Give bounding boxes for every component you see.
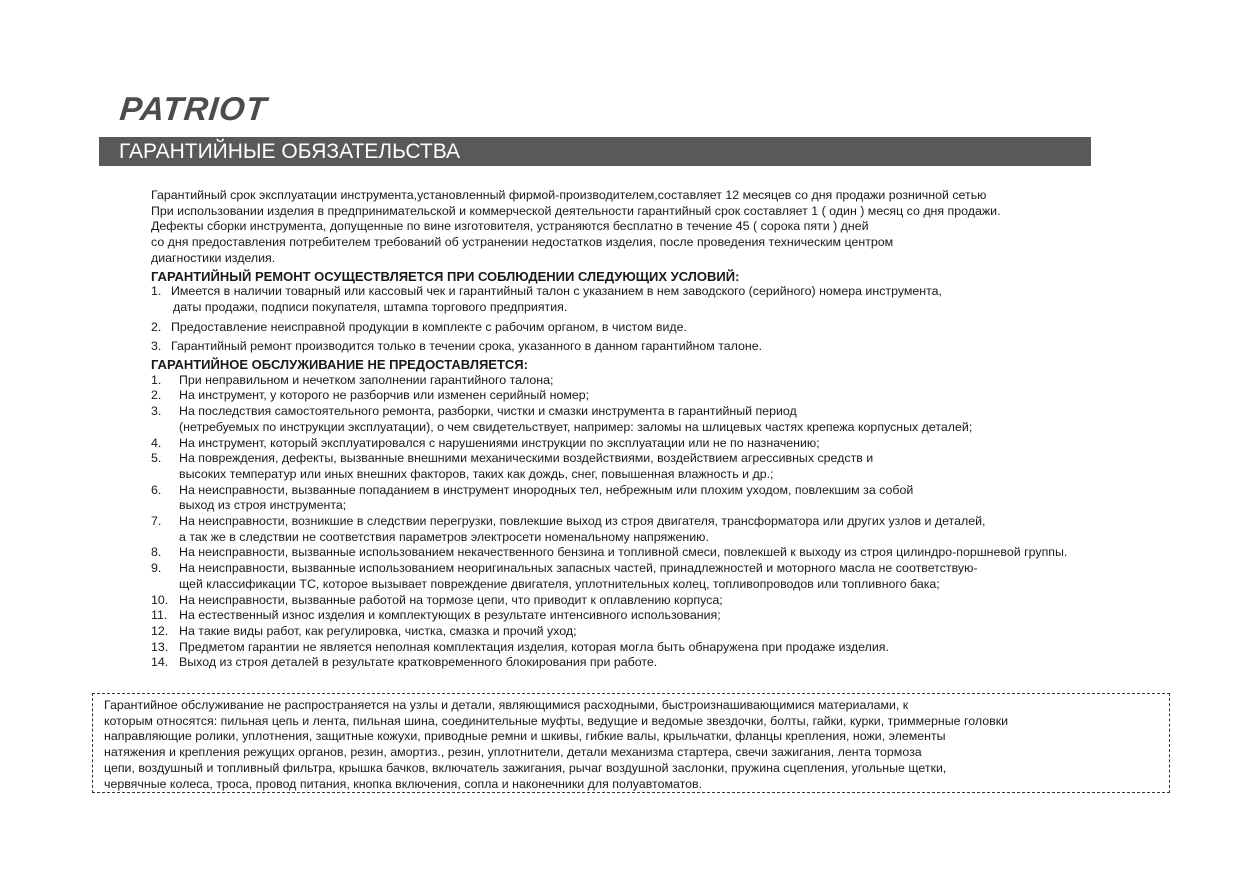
list-item: [151, 514, 1221, 545]
list-item: [151, 608, 1221, 624]
list-item: [151, 640, 1221, 656]
list-item: [151, 624, 1221, 640]
item-number: 14.: [151, 655, 169, 670]
warranty-content: [151, 188, 1221, 671]
intro-line: При использовании изделия в предпринимательской и коммерческой деятельности гарантийный срок составляет 1 ( один ) месяц со дня продажи.: [151, 203, 1001, 218]
item-text: На неисправности, возникшие в следствии перегрузки, повлекшие выход из строя двигателя, трансформатора или других узлов и деталей,: [179, 514, 986, 529]
item-number: 12.: [151, 623, 169, 638]
item-text: На последствия самостоятельного ремонта, разборки, чистки и смазки инструмента в гарантийный период: [179, 404, 797, 419]
item-text: (нетребуемых по инструкции эксплуатации), о чем свидетельствует, например: заломы на шлицевых частях крепежа корпусных деталей;: [179, 419, 973, 434]
item-text: Выход из строя деталей в результате кратковременного блокирования при работе.: [179, 655, 658, 670]
item-number: 2.: [151, 388, 162, 403]
list-item: [151, 545, 1221, 561]
conditions-title: ГАРАНТИЙНЫЙ РЕМОНТ ОСУЩЕСТВЛЯЕТСЯ ПРИ СОБЛЮДЕНИИ СЛЕДУЮЩИХ УСЛОВИЙ:: [151, 268, 740, 284]
item-text: На неисправности, вызванные использованием неоригинальных запасных частей, принадлежностей и моторного масла не соответствую-: [179, 561, 978, 576]
note-line: цепи, воздушный и топливный фильтра, крышка бачков, включатель зажигания, рычаг воздушной заслонки, пружина сцепления, угольные щетки,: [104, 760, 947, 775]
list-item: [151, 320, 1221, 336]
intro-line: Гарантийный срок эксплуатации инструмента,установленный фирмой-производителем,составляет 12 месяцев со дня продажи розничной сетью: [151, 188, 987, 202]
item-number: 5.: [151, 451, 162, 466]
item-text: высоких температур или иных внешних факторов, таких как дождь, снег, повышенная влажность и др.;: [179, 466, 774, 481]
intro-line: Дефекты сборки инструмента, допущенные по вине изготовителя, устраняются бесплатно в течение 45 ( сорока пяти ) дней: [151, 219, 869, 234]
note-line: Гарантийное обслуживание не распространяется на узлы и детали, являющимися расходными, быстроизнашивающимися материалами, к: [104, 698, 909, 712]
page-title: ГАРАНТИЙНЫЕ ОБЯЗАТЕЛЬСТВА: [119, 140, 461, 163]
item-text: На инструмент, у которого не разборчив или изменен серийный номер;: [179, 388, 590, 403]
item-text: На неисправности, вызванные работой на тормозе цепи, что приводит к оплавлению корпуса;: [179, 592, 723, 607]
item-text: а так же в следствии не соответствия параметров электросети номенальному напряжению.: [179, 529, 709, 544]
item-number: 1.: [151, 372, 162, 387]
item-number: 3.: [151, 339, 162, 354]
list-item: [151, 388, 1221, 404]
note-line: червячные колеса, троса, провод питания, кнопка включения, сопла и наконечники для полуавтоматов.: [104, 776, 703, 791]
item-text: При неправильном и нечетком заполнении гарантийного талона;: [179, 372, 554, 387]
item-text: На инструмент, который эксплуатировался с нарушениями инструкции по эксплуатации или не по назначению;: [179, 435, 820, 450]
item-number: 6.: [151, 482, 162, 497]
item-text: щей классификации ТС, которое вызывает повреждение двигателя, уплотнительных колец, топливопроводов или топливного бака;: [179, 576, 940, 591]
item-text: Имеется в наличии товарный или кассовый чек и гарантийный талон с указанием в нем заводского (серийного) номера инструмента,: [171, 284, 943, 299]
item-number: 7.: [151, 514, 162, 529]
item-number: 2.: [151, 319, 162, 334]
consumables-note: [92, 693, 1170, 793]
item-text: На неисправности, вызванные использованием некачественного бензина и топливной смеси, повлекшей к выходу из строя цилиндро-поршневой группы.: [179, 545, 1068, 560]
note-line: натяжения и крепления режущих органов, резин, амортиз., резин, уплотнители, детали механизма стартера, свечи зажигания, лента тормоза: [104, 745, 922, 760]
patriot-logo: PATRIOT: [118, 90, 269, 127]
exclusions-list: [151, 373, 1221, 671]
item-text: На такие виды работ, как регулировка, чистка, смазка и прочий уход;: [179, 623, 577, 638]
list-item: [151, 404, 1221, 435]
conditions-list: [151, 284, 1221, 355]
list-item: [151, 339, 1221, 355]
note-line: которым относятся: пильная цепь и лента, пильная шина, соединительные муфты, ведущие и ведомые звездочки, болты, гайки, курки, триммерные головки: [104, 713, 1009, 728]
list-item: [151, 593, 1221, 609]
list-item: [151, 451, 1221, 482]
item-number: 4.: [151, 435, 162, 450]
list-item: [151, 436, 1221, 452]
item-text: На неисправности, вызванные попаданием в инструмент инородных тел, небрежным или плохим уходом, повлекшим за собой: [179, 482, 914, 497]
note-line: направляющие ролики, уплотнения, защитные кожухи, приводные ремни и шкивы, гибкие валы, крыльчатки, фланцы крепления, ножи, элементы: [104, 729, 946, 744]
item-text: На естественный износ изделия и комплектующих в результате интенсивного использования;: [179, 608, 721, 623]
header-bar: [99, 137, 1091, 166]
item-number: 8.: [151, 545, 162, 560]
item-number: 1.: [151, 284, 162, 299]
list-item: [151, 284, 1221, 315]
intro-line: диагностики изделия.: [151, 250, 276, 265]
item-text: Гарантийный ремонт производится только в течении срока, указанного в данном гарантийном талоне.: [171, 339, 763, 354]
list-item: [151, 561, 1221, 592]
item-text: выход из строя инструмента;: [179, 498, 347, 513]
item-number: 13.: [151, 639, 169, 654]
item-number: 11.: [151, 608, 168, 623]
item-text: Предметом гарантии не является неполная комплектация изделия, которая могла быть обнаружена при продаже изделия.: [179, 639, 889, 654]
item-text: даты продажи, подписи покупателя, штампа торгового предприятия.: [173, 299, 568, 314]
item-number: 3.: [151, 404, 162, 419]
list-item: [151, 483, 1221, 514]
list-item: [151, 655, 1221, 671]
intro-text: [151, 188, 1221, 267]
item-number: 10.: [151, 592, 169, 607]
exclusions-title: ГАРАНТИЙНОЕ ОБСЛУЖИВАНИЕ НЕ ПРЕДОСТАВЛЯЕТСЯ:: [151, 357, 528, 373]
intro-line: со дня предоставления потребителем требований об устранении недостатков изделия, после проведения техническим центром: [151, 235, 894, 250]
item-text: Предоставление неисправной продукции в комплекте с рабочим органом, в чистом виде.: [171, 319, 687, 334]
item-text: На повреждения, дефекты, вызванные внешними механическими воздействиями, воздействием агрессивных средств и: [179, 451, 874, 466]
item-number: 9.: [151, 561, 162, 576]
list-item: [151, 373, 1221, 389]
